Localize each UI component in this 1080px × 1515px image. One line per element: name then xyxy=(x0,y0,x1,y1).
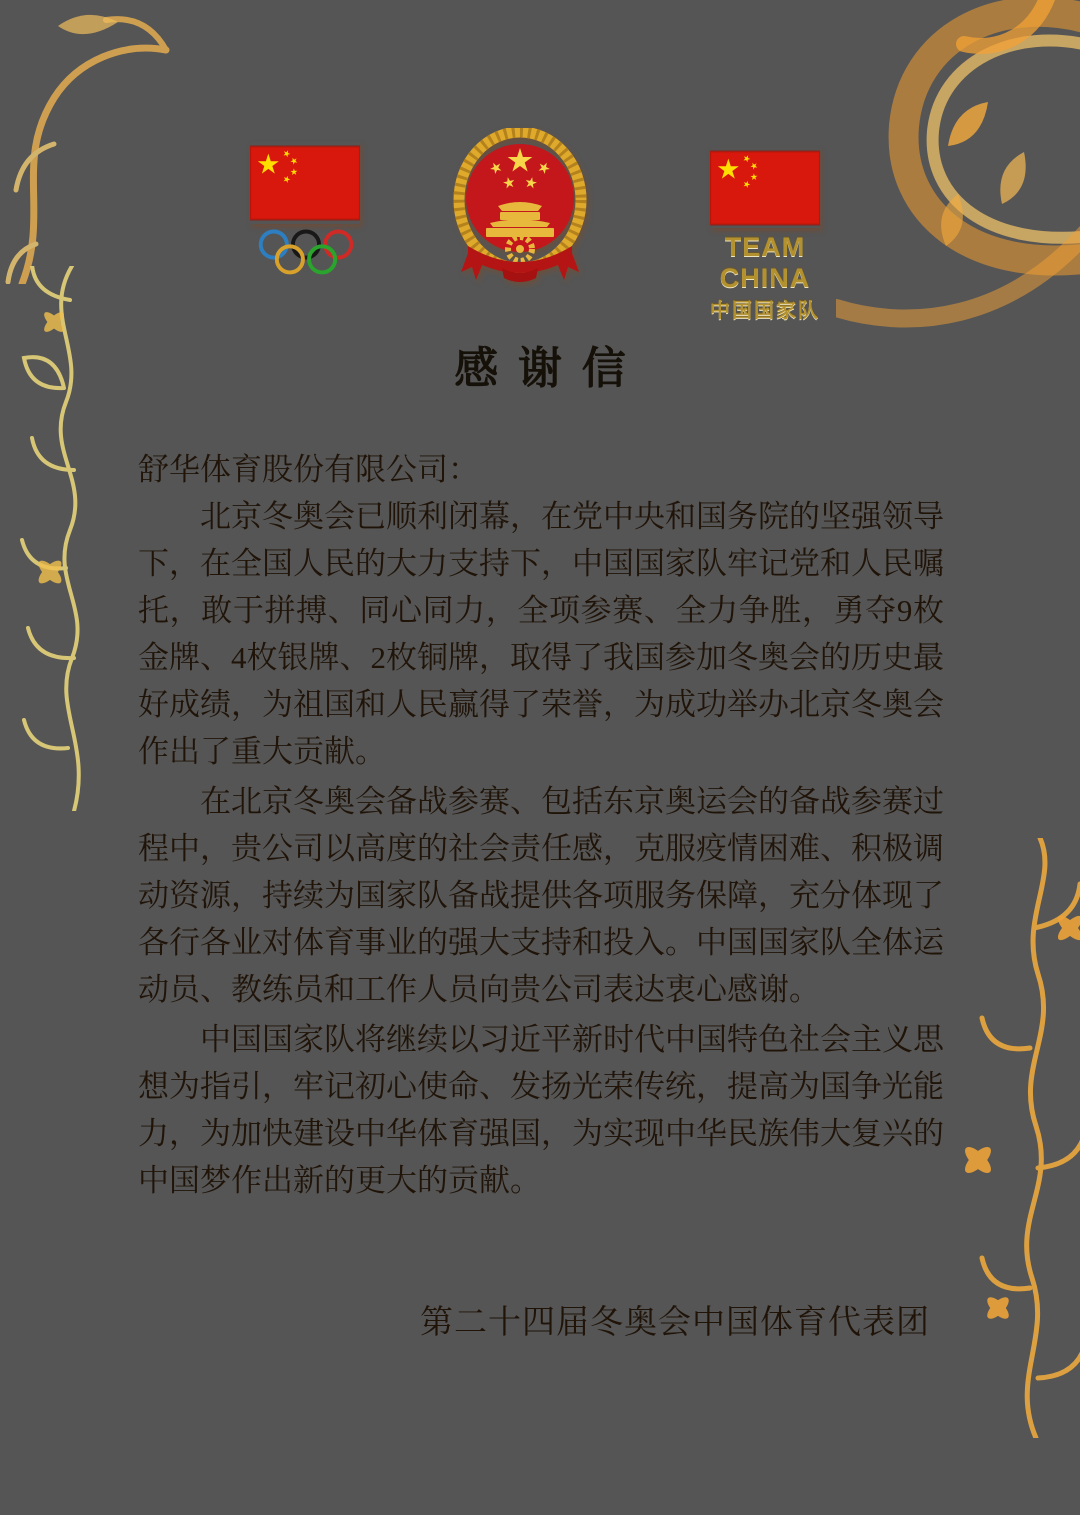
letter-title: 感谢信 xyxy=(454,344,646,393)
olympic-rings-icon xyxy=(257,228,355,282)
prc-national-emblem-icon xyxy=(452,128,588,284)
china-flag-icon xyxy=(710,148,820,228)
header-emblems xyxy=(0,0,1080,322)
letter-paragraph: 北京冬奥会已顺利闭幕，在党中央和国务院的坚强领导下，在全国人民的大力支持下，中国国家队牢记党和人民嘱托，敢于拼搏、同心同力，全项参赛、全力争胜，勇夺9枚金牌、4枚银牌、2枚铜牌，取得了我国参加冬奥会的历史最好成绩，为祖国和人民赢得了荣誉，为成功举办北京冬奥会作出了重大贡献。 xyxy=(138,499,944,769)
china-flag-icon xyxy=(250,142,360,224)
letter-body xyxy=(138,446,944,1207)
letter-salutation: 舒华体育股份有限公司： xyxy=(138,452,479,487)
chinese-olympic-committee-emblem xyxy=(250,142,362,282)
team-china-emblem xyxy=(676,148,854,323)
letter-paragraph: 中国国家队将继续以习近平新时代中国特色社会主义思想为指引，牢记初心使命、发扬光荣传统，提高为国争光能力，为加快建设中华体育强国，为实现中华民族伟大复兴的中国梦作出新的更大的贡献。 xyxy=(138,1022,944,1198)
letter-paragraphs xyxy=(138,493,944,1204)
letter-paragraph: 在北京冬奥会备战参赛、包括东京奥运会的备战参赛过程中，贵公司以高度的社会责任感，克服疫情困难、积极调动资源，持续为国家队备战提供各项服务保障，充分体现了各行各业对体育事业的强大支持和投入。中国国家队全体运动员、教练员和工作人员向贵公司表达衷心感谢。 xyxy=(138,784,944,1007)
floral-vine-ornament-right xyxy=(938,838,1080,1438)
team-china-title: TEAM CHINA xyxy=(719,232,811,293)
letter-signature: 第二十四届冬奥会中国体育代表团 xyxy=(420,1305,930,1341)
team-china-subtitle: 中国国家队 xyxy=(710,300,820,322)
